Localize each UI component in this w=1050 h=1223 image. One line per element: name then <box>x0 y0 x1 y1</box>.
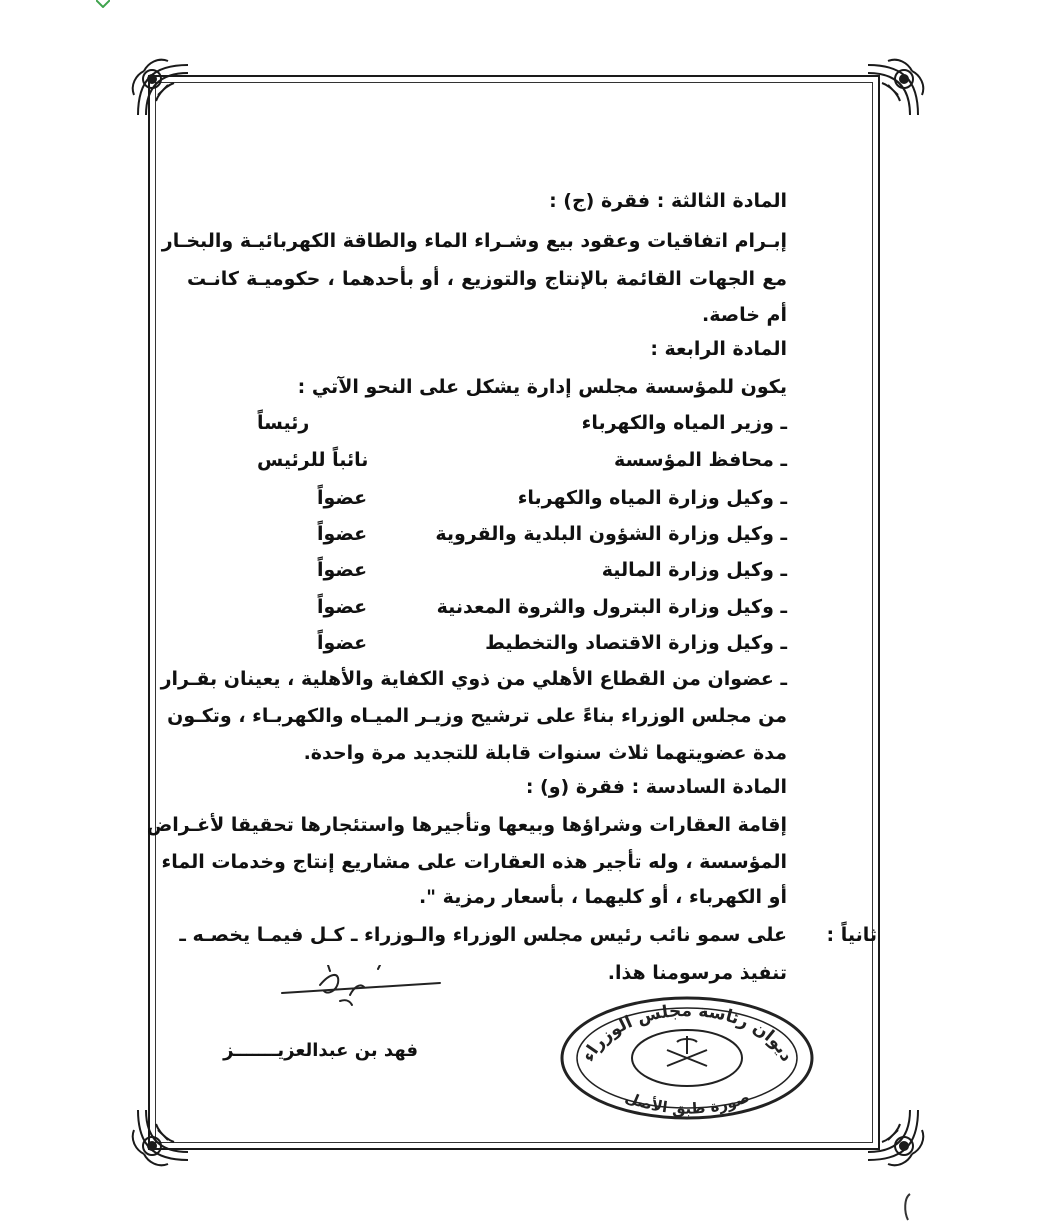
ornament-corner-icon <box>128 55 198 125</box>
board-member-role: نائباً للرئيس <box>257 449 369 471</box>
board-member-role: عضواً <box>317 596 368 618</box>
official-seal-icon <box>555 990 820 1120</box>
seal-top-text: ديوان رئاسة مجلس الوزراء <box>578 1001 797 1065</box>
handwritten-signature-icon <box>280 965 445 1015</box>
article6-heading: المادة السادسة : فقرة (و) : <box>525 776 787 798</box>
board-member-role: رئيساً <box>257 412 310 434</box>
second-clause-label: ثانياً : <box>826 924 877 946</box>
article6-line: المؤسسة ، وله تأجير هذه العقارات على مشاريع إنتاج وخدمات الماء <box>161 851 787 873</box>
second-clause-line: تنفيذ مرسومنا هذا. <box>607 962 787 984</box>
article4-heading: المادة الرابعة : <box>650 338 787 360</box>
board-member-name: ـ وكيل وزارة البترول والثروة المعدنية <box>436 596 787 618</box>
board-member-role: عضواً <box>317 487 368 509</box>
green-corner-mark <box>96 0 110 8</box>
seal-bottom-text: صورة طبق الأصل <box>622 1087 753 1118</box>
board-member-row <box>257 592 787 622</box>
board-member-name: ـ وكيل وزارة المالية <box>601 559 787 581</box>
board-member-name: ـ وكيل وزارة الاقتصاد والتخطيط <box>485 632 787 654</box>
ornament-corner-icon <box>858 1100 928 1170</box>
article3-line: أم خاصة. <box>702 304 787 326</box>
article4-intro: يكون للمؤسسة مجلس إدارة يشكل على النحو الآتي : <box>297 376 787 398</box>
board-member-name: ـ وزير المياه والكهرباء <box>581 412 787 434</box>
board-member-row <box>257 519 787 549</box>
article3-heading: المادة الثالثة : فقرة (ج) : <box>549 190 787 212</box>
private-sector-line: من مجلس الوزراء بناءً على ترشيح وزيـر الميـاه والكهربـاء ، وتكـون <box>167 705 787 727</box>
page-edge-mark <box>900 1192 914 1222</box>
ornament-corner-icon <box>858 55 928 125</box>
board-member-row <box>257 555 787 585</box>
board-member-role: عضواً <box>317 632 368 654</box>
board-member-name: ـ محافظ المؤسسة <box>614 449 787 471</box>
board-member-row <box>257 408 787 438</box>
private-sector-line: ـ عضوان من القطاع الأهلي من ذوي الكفاية والأهلية ، يعينان بقـرار <box>160 668 787 690</box>
private-sector-line: مدة عضويتهما ثلاث سنوات قابلة للتجديد مرة واحدة. <box>303 742 787 764</box>
signatory-name: فهد بن عبدالعزيـــــــز <box>223 1040 418 1061</box>
board-member-row <box>257 628 787 658</box>
article6-line: أو الكهرباء ، أو كليهما ، بأسعار رمزية ". <box>418 886 787 908</box>
board-member-name: ـ وكيل وزارة المياه والكهرباء <box>517 487 787 509</box>
board-member-row <box>257 445 787 475</box>
second-clause-line: على سمو نائب رئيس مجلس الوزراء والـوزراء ـ كـل فيمـا يخصـه ـ <box>179 924 787 946</box>
board-member-role: عضواً <box>317 559 368 581</box>
article3-line: مع الجهات القائمة بالإنتاج والتوزيع ، أو بأحدهما ، حكوميـة كانـت <box>187 268 787 290</box>
board-member-role: عضواً <box>317 523 368 545</box>
board-member-row <box>257 483 787 513</box>
ornament-corner-icon <box>128 1100 198 1170</box>
article6-line: إقامة العقارات وشراؤها وبيعها وتأجيرها واستئجارها تحقيقا لأغـراض <box>146 814 787 836</box>
board-member-name: ـ وكيل وزارة الشؤون البلدية والقروية <box>435 523 787 545</box>
article3-line: إبـرام اتفاقيات وعقود بيع وشـراء الماء والطاقة الكهربائيـة والبخـار <box>161 230 787 252</box>
